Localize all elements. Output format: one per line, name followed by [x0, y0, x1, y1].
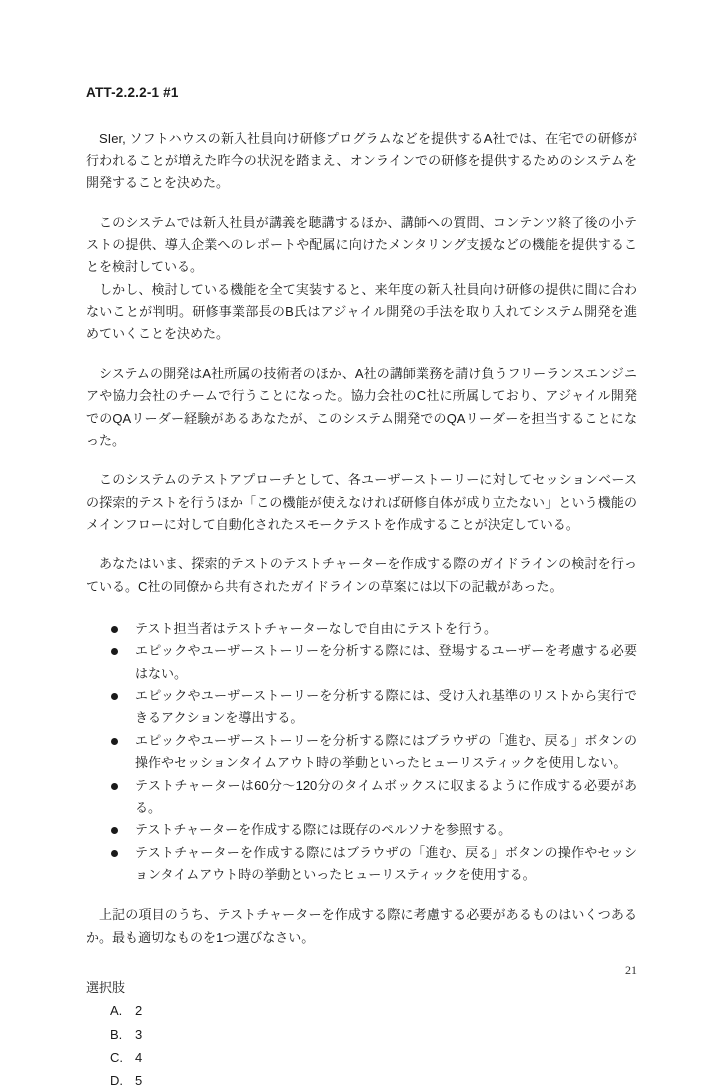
list-item-text: エピックやユーザーストーリーを分析する際にはブラウザの「進む、戻る」ボタンの操作やセッションタイムアウト時の挙動といったヒューリスティックを使用しない。 — [135, 732, 637, 771]
guideline-list — [86, 618, 637, 886]
list-item — [86, 819, 637, 841]
list-item-text: テスト担当者はテストチャーターなしで自由にテストを行う。 — [135, 621, 498, 637]
list-item-text: エピックやユーザーストーリーを分析する際には、登場するユーザーを考慮する必要はない。 — [135, 643, 637, 681]
choice-text: 4 — [135, 1049, 143, 1065]
choice-option-b[interactable] — [110, 1023, 637, 1046]
list-item — [86, 640, 637, 685]
bullet-icon — [111, 775, 119, 783]
list-item-text: エピックやユーザーストーリーを分析する際には、受け入れ基準のリストから実行できるアクションを導出する。 — [135, 688, 637, 726]
choice-text: 5 — [135, 1072, 143, 1088]
list-item — [86, 685, 637, 730]
paragraph-intro: SIer, ソフトハウスの新入社員向け研修プログラムなどを提供するA社では、在宅での研修が行われることが増えた昨今の状況を踏まえ、オンラインでの研修を提供するためのシステムを開発することを決めた。 — [86, 130, 637, 191]
paragraph-test-approach: このシステムのテストアプローチとして、各ユーザーストーリーに対してセッションベースの探索的テストを行うほか「この機能が使えなければ研修自体が成り立たない」という機能のメインフローに対して自動化されたスモークテストを作成することが決定している。 — [86, 472, 637, 532]
list-item-text: テストチャーターを作成する際には既存のペルソナを参照する。 — [135, 822, 512, 838]
choice-option-c[interactable] — [110, 1046, 637, 1069]
choice-text: 3 — [135, 1026, 143, 1042]
paragraph-team-composition: システムの開発はA社所属の技術者のほか、A社の講師業務を請け負うフリーランスエンジニアや協力会社のチームで行うことになった。協力会社のC社に所属しており、アジャイル開発でのQAリーダー経験があるあなたが、このシステム開発でのQAリーダーを担当することになった。 — [86, 365, 637, 448]
page-title: ATT-2.2.2-1 #1 — [86, 85, 179, 100]
bullet-icon — [111, 842, 119, 850]
bullet-icon — [111, 730, 119, 738]
page-number: 21 — [625, 963, 637, 977]
bullet-icon — [111, 685, 119, 693]
choice-letter: C. — [110, 1049, 123, 1065]
bullet-icon — [111, 819, 119, 827]
list-item — [86, 730, 637, 775]
document-body — [86, 84, 637, 1092]
bullet-icon — [111, 618, 119, 626]
list-item — [86, 618, 637, 640]
list-item-text: テストチャーターを作成する際にはブラウザの「進む、戻る」ボタンの操作やセッションタイムアウト時の挙動といったヒューリスティックを使用する。 — [135, 844, 637, 882]
choices-list — [86, 999, 637, 1092]
choices-heading: 選択肢 — [86, 980, 126, 996]
paragraph-agile-decision: しかし、検討している機能を全て実装すると、来年度の新入社員向け研修の提供に間に合わないことが判明。研修事業部長のB氏はアジャイル開発の手法を取り入れてシステム開発を進めていくことを決めた。 — [86, 281, 637, 342]
choice-option-a[interactable] — [110, 999, 637, 1022]
choice-letter: B. — [110, 1026, 123, 1042]
list-item-text: テストチャーターは60分〜120分のタイムボックスに収まるように作成する必要がある。 — [135, 777, 637, 815]
choice-letter: A. — [110, 1003, 123, 1019]
question-prompt: 上記の項目のうち、テストチャーターを作成する際に考慮する必要があるものはいくつあるか。最も適切なものを1つ選びなさい。 — [86, 907, 637, 945]
choice-text: 2 — [135, 1003, 143, 1019]
paragraph-guideline-draft: あなたはいま、探索的テストのテストチャーターを作成する際のガイドラインの検討を行っている。C社の同僚から共有されたガイドラインの草案には以下の記載があった。 — [86, 556, 637, 594]
choice-letter: D. — [110, 1072, 123, 1088]
bullet-icon — [111, 640, 119, 648]
choice-option-d[interactable] — [110, 1069, 637, 1092]
paragraph-system-features: このシステムでは新入社員が講義を聴講するほか、講師への質問、コンテンツ終了後の小テストの提供、導入企業へのレポートや配属に向けたメンタリング支援などの機能を提供することを検討している。 — [86, 214, 637, 275]
list-item — [86, 842, 637, 887]
list-item — [86, 775, 637, 820]
